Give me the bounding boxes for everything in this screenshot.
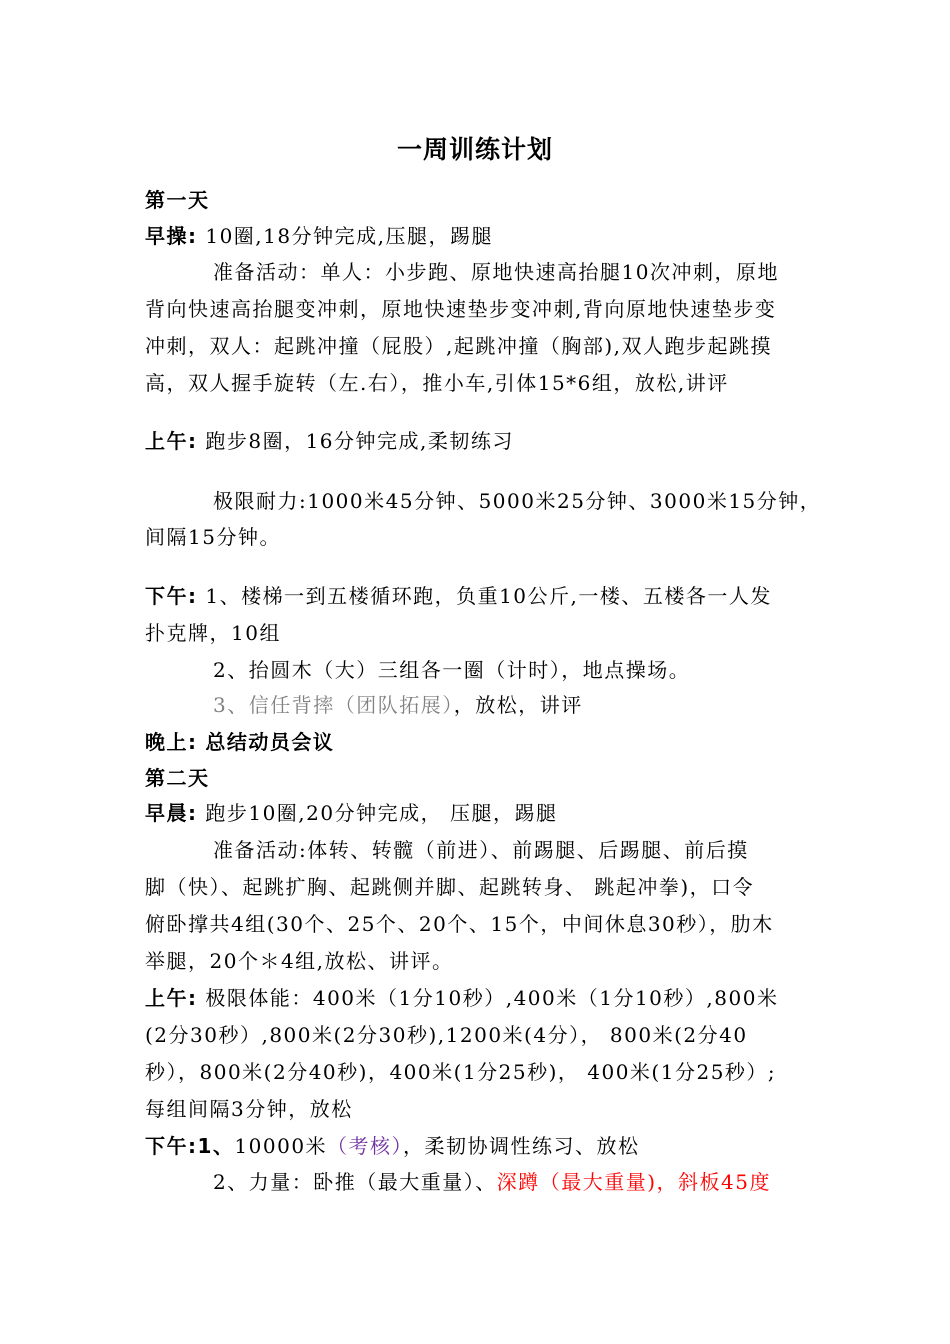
day1-warmup-line: 高，双人握手旋转（左.右），推小车,引体15*6组，放松,讲评 xyxy=(145,371,729,395)
day1-forenoon xyxy=(145,426,514,456)
day2-afternoon-item2-a: 2、力量：卧推（最大重量）、 xyxy=(213,1170,497,1194)
day1-afternoon-item3-rest: ，放松，讲评 xyxy=(453,693,583,717)
day1-morning-exercise xyxy=(145,221,493,251)
day2-afternoon-item1-num: 1、 xyxy=(197,1134,235,1158)
day1-endurance-line: 间隔15分钟。 xyxy=(145,525,281,549)
day2-warmup-line: 俯卧撑共4组(30个、25个、20个、15个，中间休息30秒），肋木 xyxy=(145,912,774,936)
day2-warmup-line: 举腿，20个＊4组,放松、讲评。 xyxy=(145,949,454,973)
day2-afternoon-item2-red: 深蹲（最大重量)，斜板45度 xyxy=(496,1170,771,1194)
day2-afternoon-item2 xyxy=(213,1167,771,1197)
day1-warmup-line: 准备活动：单人：小步跑、原地快速高抬腿10次冲刺，原地 xyxy=(213,260,779,284)
day1-morning-text: 10圈,18分钟完成,压腿，踢腿 xyxy=(205,224,493,248)
day2-afternoon-item1-b: ，柔韧协调性练习、放松 xyxy=(403,1134,640,1158)
day2-forenoon-label: 上午: xyxy=(145,986,198,1010)
day1-evening-text: 总结动员会议 xyxy=(205,730,335,754)
day1-afternoon-label: 下午: xyxy=(145,584,198,608)
day2-forenoon-line1: 极限体能：400米（1分10秒）,400米（1分10秒）,800米 xyxy=(205,986,779,1010)
day2-afternoon-item1-purple: （考核） xyxy=(327,1134,404,1158)
day2-afternoon-item1-a: 10000米 xyxy=(234,1134,328,1158)
day1-afternoon-item1-cont: 扑克牌，10组 xyxy=(145,621,281,645)
day2-early-morning xyxy=(145,798,557,828)
day1-morning-label: 早操: xyxy=(145,224,198,248)
day1-forenoon-text: 跑步8圈，16分钟完成,柔韧练习 xyxy=(205,429,514,453)
day1-warmup-line: 冲刺，双人：起跳冲撞（屁股）,起跳冲撞（胸部),双人跑步起跳摸 xyxy=(145,334,773,358)
day1-warmup-line: 背向快速高抬腿变冲刺，原地快速垫步变冲刺,背向原地快速垫步变 xyxy=(145,297,777,321)
day1-afternoon xyxy=(145,581,772,611)
day1-evening xyxy=(145,727,334,757)
day2-heading: 第二天 xyxy=(145,766,210,790)
day2-afternoon xyxy=(145,1131,640,1161)
day1-forenoon-label: 上午: xyxy=(145,429,198,453)
day1-afternoon-item3 xyxy=(213,690,583,720)
day2-warmup-line: 准备活动:体转、转髋（前进）、前踢腿、后踢腿、前后摸 xyxy=(213,838,749,862)
day1-afternoon-item1: 1、楼梯一到五楼循环跑，负重10公斤,一楼、五楼各一人发 xyxy=(205,584,772,608)
day2-early-text: 跑步10圈,20分钟完成， 压腿，踢腿 xyxy=(205,801,558,825)
day2-warmup-line: 脚（快）、起跳扩胸、起跳侧并脚、起跳转身、 跳起冲拳)，口令 xyxy=(145,875,755,899)
day1-evening-label: 晚上: xyxy=(145,730,198,754)
day1-endurance-line: 极限耐力:1000米45分钟、5000米25分钟、3000米15分钟， xyxy=(213,489,822,513)
day2-forenoon-line: (2分30秒）,800米(2分30秒),1200米(4分）， 800米(2分40 xyxy=(145,1023,748,1047)
day1-afternoon-item2: 2、抬圆木（大）三组各一圈（计时），地点操场。 xyxy=(213,658,691,682)
page-title: 一周训练计划 xyxy=(396,135,553,164)
day1-afternoon-item3-gray: 3、信任背摔（团队拓展） xyxy=(213,693,454,717)
day2-forenoon-line: 每组间隔3分钟，放松 xyxy=(145,1097,353,1121)
day2-afternoon-label: 下午: xyxy=(145,1134,198,1158)
day1-heading: 第一天 xyxy=(145,188,210,212)
day2-forenoon-line: 秒），800米(2分40秒)，400米(1分25秒)， 400米(1分25秒）; xyxy=(145,1060,777,1084)
day2-forenoon xyxy=(145,983,778,1013)
day2-early-label: 早晨: xyxy=(145,801,198,825)
